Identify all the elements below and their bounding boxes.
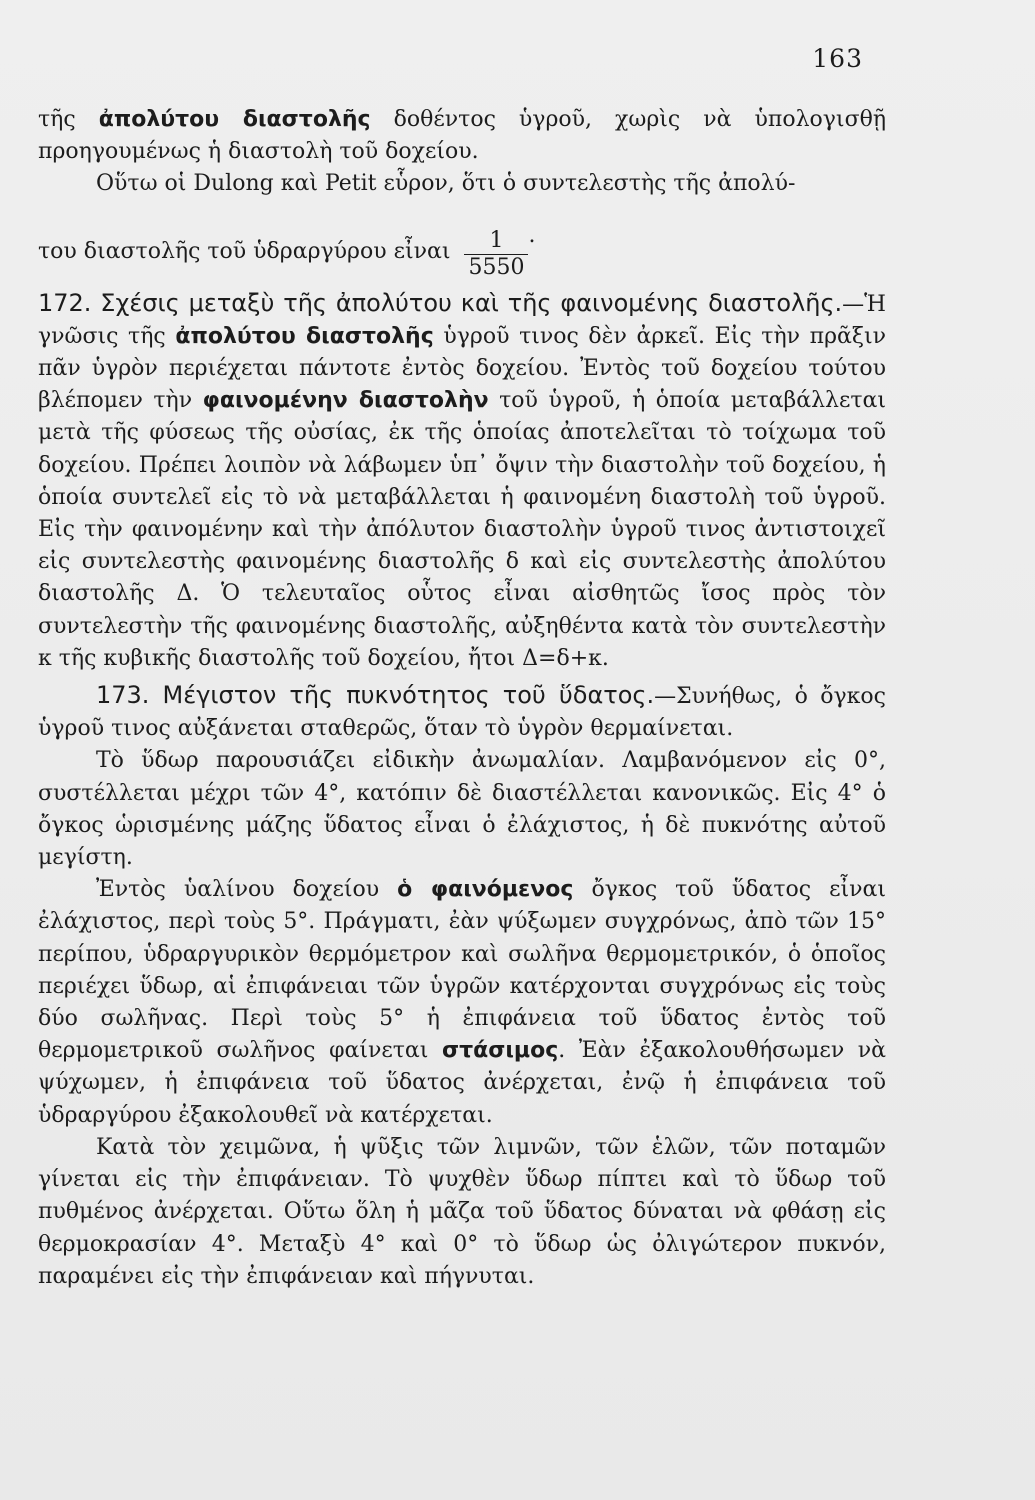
text-run: του διαστολῆς τοῦ ὑδραργύρου εἶναι <box>38 239 451 265</box>
text-run: Ἐντὸς ὑαλίνου δοχείου <box>96 877 398 903</box>
bold-term: ἀπολύτου διαστολῆς <box>98 107 371 132</box>
bold-term: φαινομένην διαστολὴν <box>202 388 489 414</box>
paragraph-water-anomaly: Τὸ ὕδωρ παρουσιάζει εἰδικὴν ἀνωμαλίαν. Λαμβανόμενον εἰς 0°, συστέλλεται μέχρι τῶν 4°, κατόπιν δὲ διαστέλλεται κανονικῶς. Εἰς 4° ὁ ὄγκος ὡρισμένης μάζης ὕδατος εἶναι ὁ ἐλάχιστος, ἡ δὲ πυκνότης αὐτοῦ μεγίστη. <box>38 748 886 871</box>
fraction-line <box>38 197 886 281</box>
fraction <box>464 228 528 281</box>
bold-term: ὁ φαινόμενος <box>397 877 574 903</box>
text-run: τῆς <box>38 107 99 132</box>
page-body <box>38 104 886 1293</box>
paragraph-glass-vessel <box>38 874 886 1132</box>
section-173 <box>38 679 886 745</box>
bold-term: ἀπολύτου διαστολῆς <box>175 323 434 349</box>
section-172 <box>38 287 886 675</box>
text-run: —Ἡ γνῶσις τῆς <box>38 291 886 349</box>
text-run: —Συνήθως, ὁ ὄγκος ὑγροῦ τινος αὐξάνεται σταθερῶς, ὅταν τὸ ὑγρὸν θερμαίνεται. <box>38 684 886 742</box>
text-run: ὄγκος τοῦ ὕδατος εἶναι ἐλάχιστος, περὶ τοὺς 5°. Πράγματι, ἐὰν ψύξωμεν συγχρόνως, ἀπὸ τῶν 15° περίπου, ὑδραργυρικὸν θερμόμετρον καὶ σωλῆνα θερμομετρικόν, ὁ ὁποῖος περιέχει ὕδωρ, αἱ ἐπιφάνειαι τῶν ὑγρῶν κατέρχονται συγχρόνως εἰς τοὺς δύο σωλῆνας. Περὶ τοὺς 5° ἡ ἐπιφάνεια τοῦ ὕδατος ἐντὸς τοῦ θερμομετρικοῦ σωλῆνος φαίνεται <box>38 877 886 1064</box>
text-run: δοθέντος ὑγροῦ, χωρὶς νὰ ὑπολογισθῇ προηγουμένως ἡ διαστολὴ τοῦ δοχείου. <box>38 107 887 165</box>
paragraph-winter-lakes: Κατὰ τὸν χειμῶνα, ἡ ψῦξις τῶν λιμνῶν, τῶν ἑλῶν, τῶν ποταμῶν γίνεται εἰς τὴν ἐπιφάνειαν. Τὸ ψυχθὲν ὕδωρ πίπτει καὶ τὸ ὕδωρ τοῦ πυθμένος ἀνέρχεται. Οὕτω ὅλη ἡ μᾶζα τοῦ ὕδατος δύναται νὰ φθάσῃ εἰς θερμοκρασίαν 4°. Μεταξὺ 4° καὶ 0° τὸ ὕδωρ ὡς ὀλιγώτερον πυκνόν, παραμένει εἰς τὴν ἐπιφάνειαν καὶ πήγνυται. <box>38 1134 886 1289</box>
fraction-numerator: 1 <box>489 227 504 253</box>
fraction-suffix: . <box>528 223 536 249</box>
section-heading: 172. Σχέσις μεταξὺ τῆς ἀπολύτου καὶ τῆς φαινομένης διαστολῆς. <box>38 288 843 317</box>
paragraph-absolute-expansion <box>38 104 886 168</box>
text-run: τοῦ ὑγροῦ, ἡ ὁποία μεταβάλλεται μετὰ τῆς φύσεως τῆς οὐσίας, ἐκ τῆς ὁποίας ἀποτελεῖται τὸ τοίχωμα τοῦ δοχείου. Πρέπει λοιπὸν νὰ λάβωμεν ὑπ᾽ ὄψιν τὴν διαστολὴν τοῦ δοχείου, ἡ ὁποία συντελεῖ εἰς τὸ νὰ μεταβάλλεται ἡ φαινομένη διαστολὴ τοῦ ὑγροῦ. Εἰς τὴν φαινομένην καὶ τὴν ἀπόλυτον διαστολὴν ὑγροῦ τινος ἀντιστοιχεῖ εἰς συντελεστὴς φαινομένης διαστολῆς δ καὶ εἰς συντελεστὴς ἀπολύτου διαστολῆς Δ. Ὁ τελευταῖος οὗτος εἶναι αἰσθητῶς ἴσος πρὸς τὸν συντελεστὴν τῆς φαινομένης διαστολῆς, αὐξηθέντα κατὰ τὸν συντελεστὴν κ τῆς κυβικῆς διαστολῆς τοῦ δοχείου, ἤτοι Δ=δ+κ. <box>38 388 887 671</box>
text-run: . Ἐὰν ἐξακολουθήσωμεν νὰ ψύχωμεν, ἡ ἐπιφάνεια τοῦ ὕδατος ἀνέρχεται, ἐνῷ ἡ ἐπιφάνεια τοῦ ὑδραργύρου ἐξακολουθεῖ νὰ κατέρχεται. <box>38 1038 886 1128</box>
paragraph-dulong-petit: Οὕτω οἱ Dulong καὶ Petit εὗρον, ὅτι ὁ συντελεστὴς τῆς ἀπολύ- <box>96 171 796 197</box>
fraction-denominator: 5550 <box>464 254 528 281</box>
bold-term: στάσιμος <box>441 1038 559 1064</box>
text-run: ὑγροῦ τινος δὲν ἀρκεῖ. Εἰς τὴν πρᾶξιν πᾶν ὑγρὸν περιέχεται πάντοτε ἐντὸς δοχείου. Ἐντὸς τοῦ δοχείου τούτου βλέπομεν τὴν <box>38 323 886 414</box>
page-number: 163 <box>812 44 863 73</box>
section-heading: 173. Μέγιστον τῆς πυκνότητος τοῦ ὕδατος. <box>96 681 655 710</box>
